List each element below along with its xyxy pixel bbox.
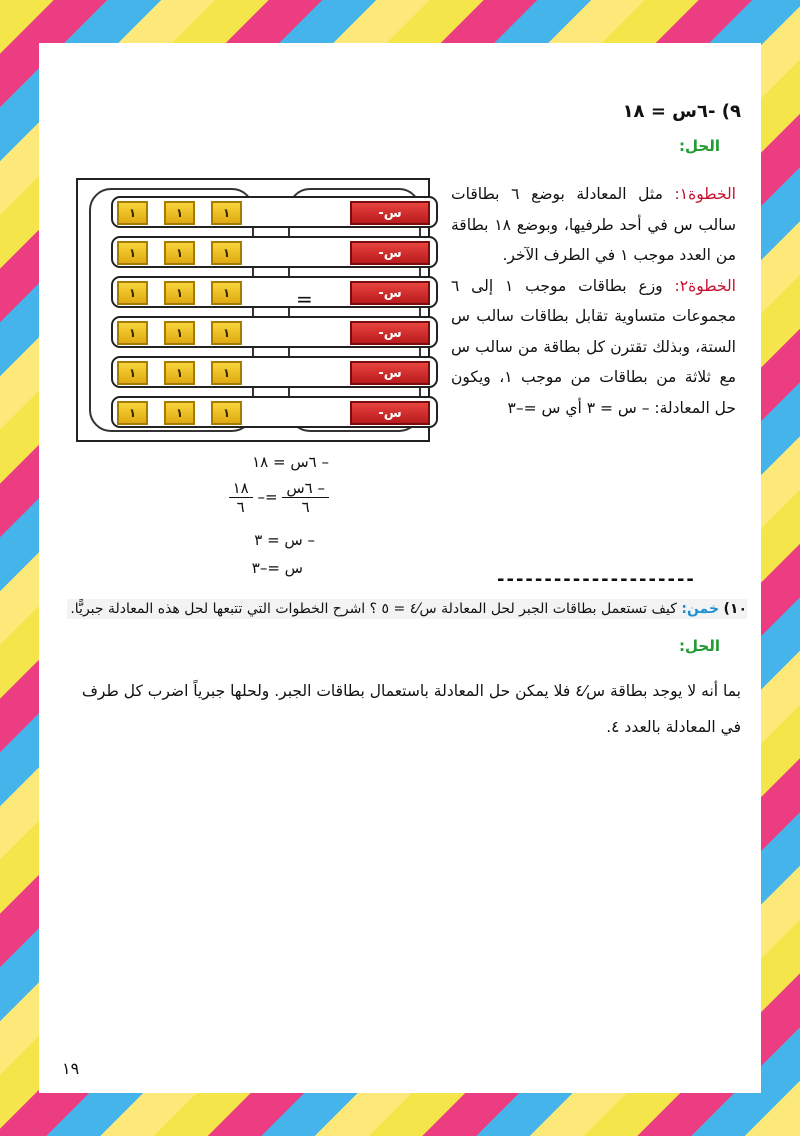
fraction-equals: =– (257, 488, 278, 506)
positive-one-tile: ١ (211, 201, 242, 225)
tile-row (111, 276, 438, 308)
ones-tiles (117, 241, 242, 265)
step2-label: الخطوة٢: (674, 276, 736, 295)
tile-row (111, 396, 438, 428)
ones-tiles (117, 361, 242, 385)
ones-tiles (117, 401, 242, 425)
problem-10-number: ١٠) (723, 601, 747, 617)
fraction-left-denominator: ٦ (301, 498, 310, 516)
page-number: ١٩ (62, 1059, 80, 1078)
solution-label-10: الحل: (679, 637, 720, 655)
negative-x-tile: -س (350, 401, 430, 425)
section-divider: --------------------- (497, 569, 696, 590)
negative-x-tile: -س (350, 241, 430, 265)
problem-10-text: كيف تستعمل بطاقات الجبر لحل المعادلة س⁄٤ = ٥ ؟ اشرح الخطوات التي تتبعها لحل هذه المعادلة جبريًّا. (70, 601, 677, 617)
algebra-tiles-model (76, 178, 430, 442)
algebra-line-4: س =–٣ (251, 559, 303, 577)
positive-one-tile: ١ (164, 201, 195, 225)
fraction-right (229, 479, 253, 516)
positive-one-tile: ١ (164, 281, 195, 305)
positive-one-tile: ١ (117, 321, 148, 345)
problem-9-heading (599, 101, 741, 122)
fraction-right-numerator: ١٨ (229, 479, 253, 498)
tile-row (111, 236, 438, 268)
solution-label-9: الحل: (679, 137, 720, 155)
negative-x-tile: -س (350, 361, 430, 385)
positive-one-tile: ١ (164, 361, 195, 385)
tile-row (111, 316, 438, 348)
step1-label: الخطوة١: (674, 185, 736, 203)
problem-9-steps (451, 179, 736, 423)
step2-text: وزع بطاقات موجب ١ إلى ٦ مجموعات متساوية تقابل بطاقات سالب س الستة، وبذلك تقترن كل بطاقة من سالب س مع ثلاثة من بطاقات من موجب ١، ويكون حل المعادلة: – س = ٣ أي س =–٣ (451, 276, 737, 417)
positive-one-tile: ١ (211, 321, 242, 345)
algebra-line-3: – س = ٣ (254, 531, 315, 549)
ones-tiles (117, 321, 242, 345)
problem-9-equation: -٦س = ١٨ (622, 101, 716, 122)
negative-x-tile: -س (350, 321, 430, 345)
negative-x-tile: -س (350, 201, 430, 225)
ones-tiles (117, 281, 242, 305)
tile-row (111, 356, 438, 388)
positive-one-tile: ١ (117, 401, 148, 425)
fraction-left-numerator: – ٦س (282, 479, 329, 498)
algebra-line-1: – ٦س = ١٨ (252, 453, 329, 471)
algebra-fraction-line (219, 479, 329, 516)
positive-one-tile: ١ (211, 281, 242, 305)
problem-10-answer: بما أنه لا يوجد بطاقة س⁄٤ فلا يمكن حل المعادلة باستعمال بطاقات الجبر. ولحلها جبرياً اضرب كل طرف في المعادلة بالعدد ٤. (81, 682, 741, 736)
positive-one-tile: ١ (117, 241, 148, 265)
positive-one-tile: ١ (117, 281, 148, 305)
ones-tiles (117, 201, 242, 225)
positive-one-tile: ١ (164, 241, 195, 265)
positive-one-tile: ١ (211, 401, 242, 425)
fraction-right-denominator: ٦ (236, 498, 245, 516)
positive-one-tile: ١ (117, 201, 148, 225)
positive-one-tile: ١ (211, 361, 242, 385)
negative-x-tile: -س (350, 281, 430, 305)
fraction-left (282, 479, 329, 516)
worksheet-page (39, 43, 761, 1093)
tile-row (111, 196, 438, 228)
step1-text: مثل المعادلة بوضع ٦ بطاقات سالب س في أحد طرفيها، وبوضع ١٨ بطاقة من العدد موجب ١ في الطرف الآخر. (451, 185, 736, 264)
positive-one-tile: ١ (164, 321, 195, 345)
problem-9-number: ٩) (721, 101, 741, 122)
positive-one-tile: ١ (211, 241, 242, 265)
think-label: خمن: (681, 601, 720, 617)
problem-10-question (67, 599, 747, 619)
model-equals-sign: = (296, 287, 313, 311)
positive-one-tile: ١ (164, 401, 195, 425)
positive-one-tile: ١ (117, 361, 148, 385)
